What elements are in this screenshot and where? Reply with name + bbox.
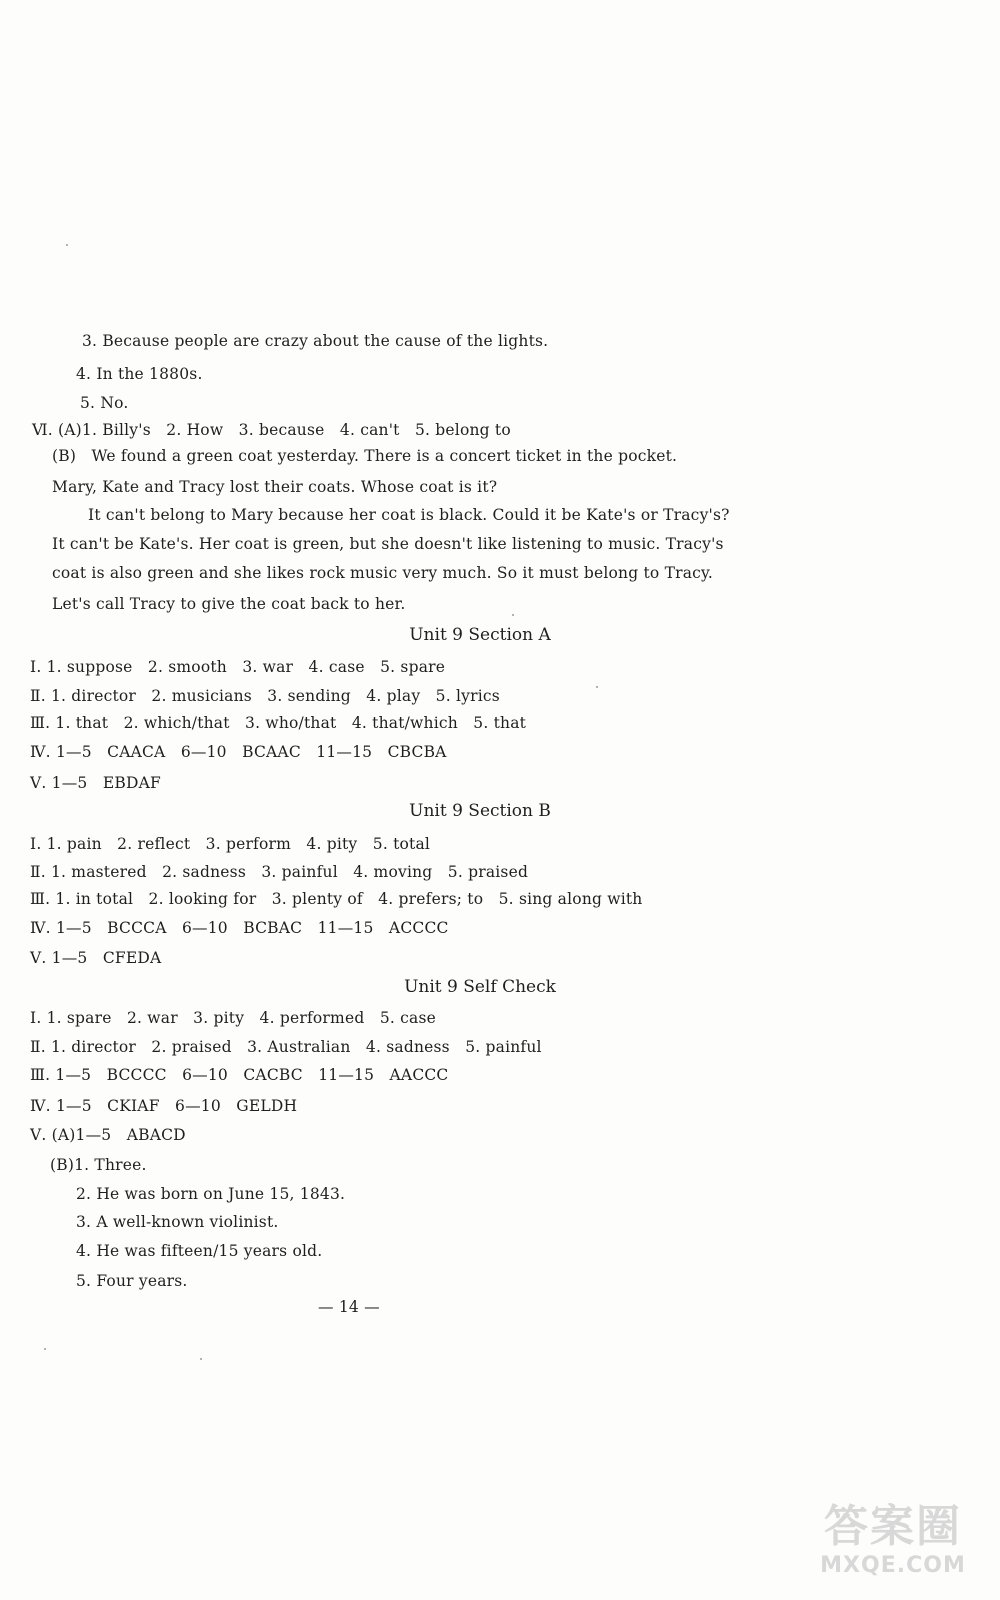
paragraph-line: It can't belong to Mary because her coat is black. Could it be Kate's or Tracy's? (88, 506, 730, 524)
scan-speck (44, 1348, 46, 1350)
paragraph-line: Mary, Kate and Tracy lost their coats. Whose coat is it? (52, 478, 498, 496)
answer-row: 5. Four years. (76, 1272, 188, 1290)
answer-row: Ⅴ. (A)1—5 ABACD (30, 1126, 186, 1144)
answer-row: Ⅳ. 1—5 BCCCA 6—10 BCBAC 11—15 ACCCC (30, 919, 449, 937)
scan-speck (512, 614, 514, 616)
answer-row: Ⅲ. 1. that 2. which/that 3. who/that 4. that/which 5. that (30, 714, 527, 732)
page-number: — 14 — (318, 1298, 380, 1316)
answer-row: Ⅰ. 1. suppose 2. smooth 3. war 4. case 5. spare (30, 658, 446, 676)
answer-row: Ⅰ. 1. pain 2. reflect 3. perform 4. pity 5. total (30, 835, 431, 853)
answer-line: 4. In the 1880s. (76, 365, 203, 383)
paragraph-line: Let's call Tracy to give the coat back to her. (52, 595, 406, 613)
answer-row: 3. A well-known violinist. (76, 1213, 279, 1231)
answer-row: Ⅲ. 1—5 BCCCC 6—10 CACBC 11—15 AACCC (30, 1066, 449, 1084)
watermark-logo (808, 1502, 978, 1590)
scan-speck (200, 1358, 202, 1360)
section-heading: Unit 9 Section A (409, 625, 551, 645)
answer-row: Ⅳ. 1—5 CAACA 6—10 BCAAC 11—15 CBCBA (30, 743, 447, 761)
answer-row: Ⅱ. 1. director 2. musicians 3. sending 4. play 5. lyrics (30, 687, 500, 705)
scan-speck (66, 244, 68, 246)
answer-row: Ⅲ. 1. in total 2. looking for 3. plenty of 4. prefers; to 5. sing along with (30, 890, 643, 908)
paragraph-line: It can't be Kate's. Her coat is green, but she doesn't like listening to music. Tracy's (52, 535, 724, 553)
scan-speck (596, 686, 598, 688)
answer-line: (B) We found a green coat yesterday. There is a concert ticket in the pocket. (52, 447, 678, 465)
answer-line: Ⅵ. (A)1. Billy's 2. How 3. because 4. can't 5. belong to (32, 421, 511, 439)
paragraph-line: coat is also green and she likes rock music very much. So it must belong to Tracy. (52, 564, 714, 582)
section-heading: Unit 9 Section B (409, 801, 551, 821)
answer-row: Ⅴ. 1—5 EBDAF (30, 774, 161, 792)
answer-row: Ⅳ. 1—5 CKIAF 6—10 GELDH (30, 1097, 298, 1115)
watermark-url: MXQE.COM (820, 1553, 966, 1578)
answer-row: Ⅰ. 1. spare 2. war 3. pity 4. performed 5. case (30, 1009, 436, 1027)
answer-row: (B)1. Three. (50, 1156, 147, 1174)
answer-row: 2. He was born on June 15, 1843. (76, 1185, 346, 1203)
answer-row: Ⅱ. 1. director 2. praised 3. Australian 4. sadness 5. painful (30, 1038, 542, 1056)
answer-row: Ⅴ. 1—5 CFEDA (30, 949, 162, 967)
answer-row: Ⅱ. 1. mastered 2. sadness 3. painful 4. moving 5. praised (30, 863, 529, 881)
answer-row: 4. He was fifteen/15 years old. (76, 1242, 323, 1260)
answer-line: 5. No. (80, 394, 129, 412)
answer-line: 3. Because people are crazy about the cause of the lights. (82, 332, 549, 350)
watermark-mark: 答案圈 (824, 1501, 962, 1552)
section-heading: Unit 9 Self Check (404, 977, 556, 997)
